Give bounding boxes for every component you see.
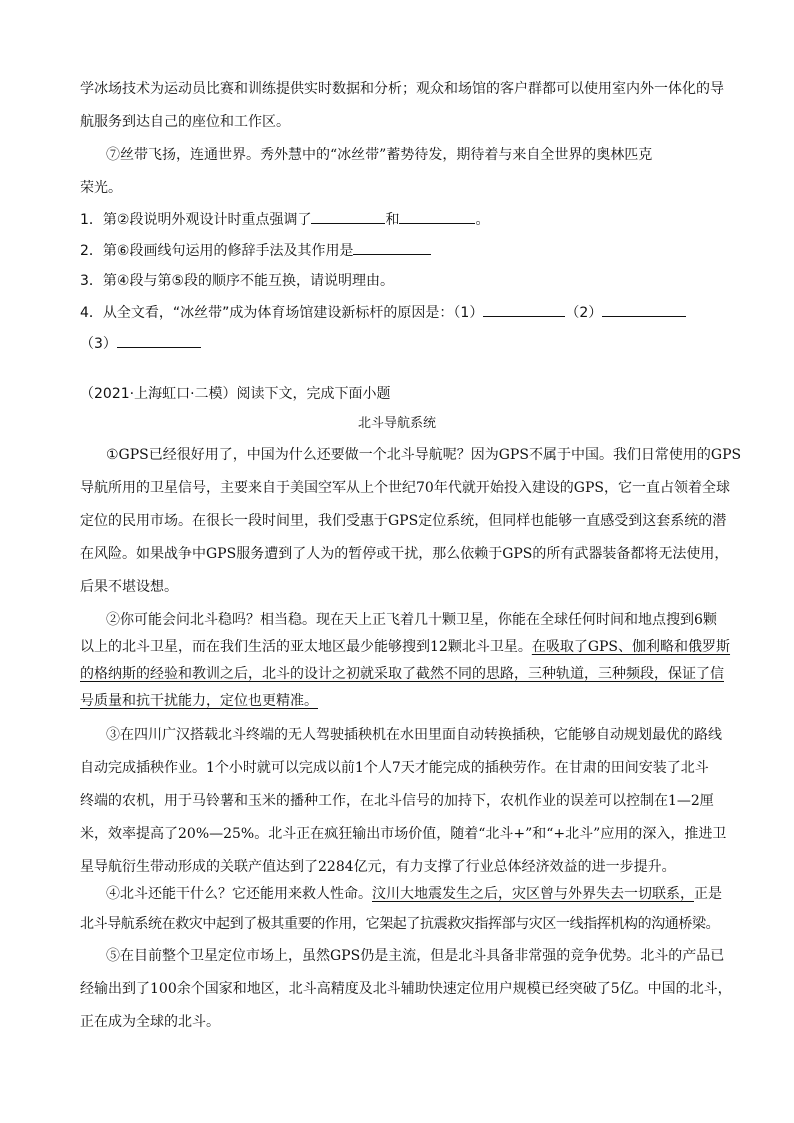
underlined-sentence: 号质量和抗干扰能力，定位也更精准。 [80,693,318,709]
underlined-sentence: 在吸取了GPS、伽利略和俄罗斯 [531,639,731,655]
answer-blank[interactable] [117,333,201,348]
paragraph-2 [80,637,731,657]
question-2-text: 2．第⑥段画线句运用的修辞手法及其作用是 [80,243,354,259]
question-1-end: 。 [475,212,490,228]
paragraph-1: 导航所用的卫星信号，主要来自于美国空军从上个世纪70年代就开始投入建设的GPS，它一直占领着全球 [80,480,731,496]
paragraph-5: 经输出到了100余个国家和地区，北斗高精度及北斗辅助快速定位用户规模已经突破了5亿。中国的北斗， [80,981,732,997]
paragraph-1: 定位的民用市场。在很长一段时间里，我们受惠于GPS定位系统，但同样也能够一直感受到这套系统的潜 [80,513,727,529]
answer-blank[interactable] [399,209,475,224]
paragraph-4-text: 正是 [694,886,722,902]
paragraph-1: 在风险。如果战争中GPS服务遭到了人为的暂停或干扰，那么依赖于GPS的所有武器装备都将无法使用， [80,546,729,562]
paragraph-5: 正在成为全球的北斗。 [80,1014,220,1030]
answer-blank[interactable] [311,209,385,224]
answer-blank[interactable] [602,302,686,317]
paragraph-7: ⑦丝带飞扬，连通世界。秀外慧中的“冰丝带”蓄势待发，期待着与来自全世界的奥林匹克 [106,147,653,163]
question-3: 3．第④段与第⑤段的顺序不能互换，请说明理由。 [80,273,395,289]
paragraph-5: ⑤在目前整个卫星定位市场上，虽然GPS仍是主流，但是北斗具备非常强的竞争优势。北斗的产品已 [106,948,725,964]
underlined-sentence: 汶川大地震发生之后，灾区曾与外界失去一切联系， [372,886,694,902]
article-title: 北斗导航系统 [357,416,436,431]
question-2 [80,240,720,261]
paragraph-7-end: 荣光。 [80,180,122,196]
paragraph-3: 自动完成插秧作业。1个小时就可以完成以前1个人7天才能完成的插秧劳作。在甘肃的田间安装了北斗 [80,760,709,776]
question-1-and: 和 [385,212,400,228]
question-4 [80,302,720,323]
question-4-cont [80,333,720,354]
paragraph-3: 米，效率提高了20%—25%。北斗正在疯狂输出市场价值，随着“北斗+”和“+北斗”应用的深入，推进卫 [80,826,727,842]
paragraph-3: 星导航衍生带动形成的关联产值达到了2284亿元，有力支撑了行业总体经济效益的进一步提升。 [80,859,676,875]
paragraph-4: 北斗导航系统在救灾中起到了极其重要的作用，它架起了抗震救灾指挥部与灾区一线指挥机构的沟通桥梁。 [80,916,720,932]
question-4-text: 4．从全文看，“冰丝带”成为体育场馆建设新标杆的原因是：（1） [80,305,484,321]
prev-passage-line: 学冰场技术为运动员比赛和训练提供实时数据和分析；观众和场馆的客户群都可以使用室内外一体化的导 [80,81,724,97]
paragraph-3: ③在四川广汉搭载北斗终端的无人驾驶插秧机在水田里面自动转换插秧，它能够自动规划最优的路线 [106,727,722,743]
prev-passage-line: 航服务到达自己的座位和工作区。 [80,114,290,130]
paragraph-4 [106,884,746,904]
paragraph-1: 后果不堪设想。 [80,579,178,595]
question-1-text: 1．第②段说明外观设计时重点强调了 [80,212,312,228]
answer-blank[interactable] [353,240,431,255]
paragraph-2-text: 以上的北斗卫星，而在我们生活的亚太地区最少能够搜到12颗北斗卫星。 [80,639,532,655]
source-line: （2021·上海虹口·二模）阅读下文，完成下面小题 [80,386,391,402]
answer-blank[interactable] [483,302,565,317]
question-4-part-2: （2） [565,305,603,321]
question-1 [80,209,720,230]
question-4-part-3: （3） [80,336,117,352]
paragraph-4-text: ④北斗还能干什么？它还能用来救人性命。 [106,886,372,902]
paragraph-2: ②你可能会问北斗稳吗？相当稳。现在天上正飞着几十颗卫星，你能在全球任何时间和地点搜到6颗 [106,612,717,628]
paragraph-1: ①GPS已经很好用了，中国为什么还要做一个北斗导航呢？因为GPS不属于中国。我们日常使用的GPS [106,447,742,463]
underlined-sentence: 的格纳斯的经验和教训之后，北斗的设计之初就采取了截然不同的思路，三种轨道，三种频段，保证了信 [80,666,724,682]
paragraph-3: 终端的农机，用于马铃薯和玉米的播种工作，在北斗信号的加持下，农机作业的误差可以控制在1—2厘 [80,793,714,809]
